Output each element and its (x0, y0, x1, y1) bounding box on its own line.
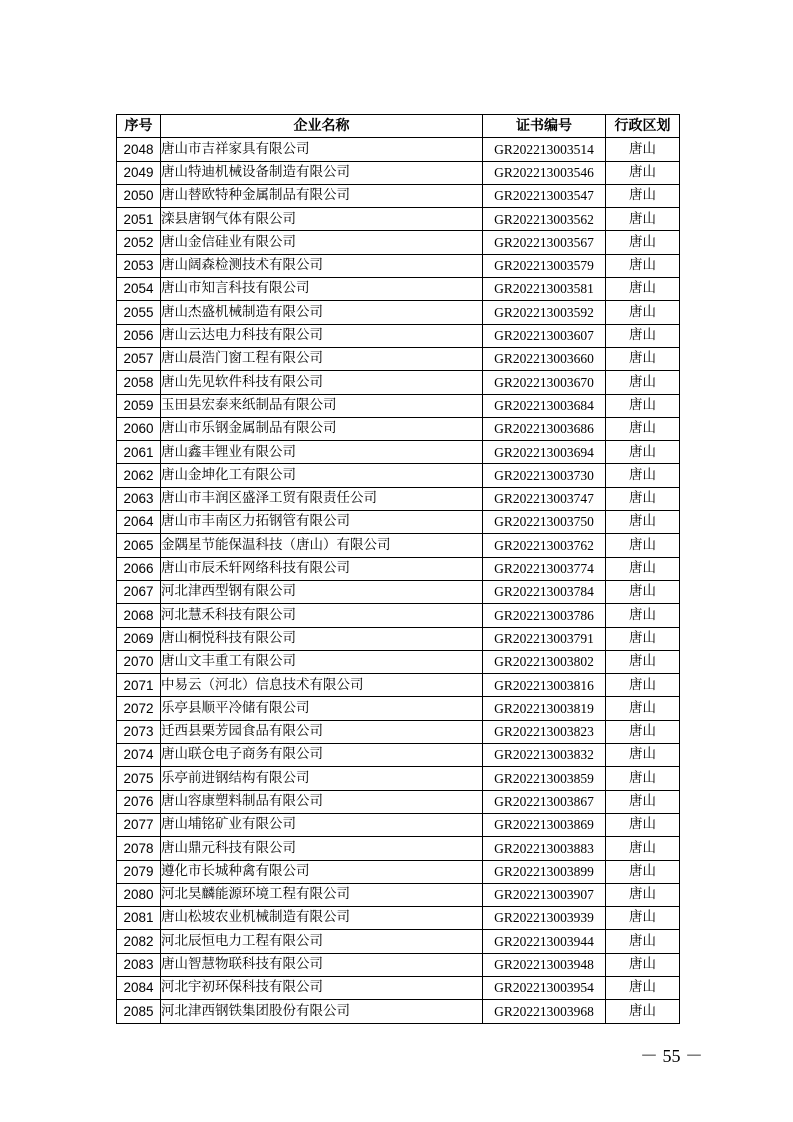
cell-region: 唐山 (606, 557, 680, 580)
cell-region: 唐山 (606, 953, 680, 976)
cell-region: 唐山 (606, 161, 680, 184)
cell-region: 唐山 (606, 534, 680, 557)
cell-region: 唐山 (606, 930, 680, 953)
header-cert: 证书编号 (483, 115, 606, 138)
cell-no: 2084 (117, 976, 161, 999)
cell-certificate-number: GR202213003867 (483, 790, 606, 813)
cell-certificate-number: GR202213003750 (483, 511, 606, 534)
cell-certificate-number: GR202213003786 (483, 604, 606, 627)
cell-certificate-number: GR202213003774 (483, 557, 606, 580)
table-row (117, 953, 680, 976)
cell-region: 唐山 (606, 767, 680, 790)
cell-company-name: 河北津西型钢有限公司 (161, 580, 483, 603)
cell-certificate-number: GR202213003592 (483, 301, 606, 324)
cell-certificate-number: GR202213003832 (483, 744, 606, 767)
cell-region: 唐山 (606, 604, 680, 627)
table-row (117, 744, 680, 767)
cell-company-name: 唐山桐悦科技有限公司 (161, 627, 483, 650)
cell-company-name: 唐山先见软件科技有限公司 (161, 371, 483, 394)
cell-region: 唐山 (606, 184, 680, 207)
table-row (117, 557, 680, 580)
cell-no: 2067 (117, 580, 161, 603)
cell-certificate-number: GR202213003869 (483, 813, 606, 836)
cell-region: 唐山 (606, 837, 680, 860)
table-row (117, 790, 680, 813)
cell-region: 唐山 (606, 744, 680, 767)
table-row (117, 231, 680, 254)
cell-no: 2074 (117, 744, 161, 767)
table-row (117, 883, 680, 906)
cell-certificate-number: GR202213003899 (483, 860, 606, 883)
cell-company-name: 河北慧禾科技有限公司 (161, 604, 483, 627)
cell-certificate-number: GR202213003954 (483, 976, 606, 999)
cell-no: 2059 (117, 394, 161, 417)
table-row (117, 627, 680, 650)
cell-no: 2054 (117, 278, 161, 301)
table-header-row (117, 115, 680, 138)
cell-no: 2058 (117, 371, 161, 394)
cell-company-name: 唐山松坡农业机械制造有限公司 (161, 907, 483, 930)
cell-no: 2062 (117, 464, 161, 487)
cell-company-name: 唐山阔森检测技术有限公司 (161, 254, 483, 277)
cell-no: 2063 (117, 487, 161, 510)
cell-no: 2050 (117, 184, 161, 207)
page-number: － 55 － (640, 1046, 703, 1066)
cell-region: 唐山 (606, 231, 680, 254)
enterprise-table (116, 114, 680, 1024)
cell-company-name: 唐山鼎元科技有限公司 (161, 837, 483, 860)
cell-region: 唐山 (606, 138, 680, 161)
cell-no: 2061 (117, 441, 161, 464)
table-row (117, 697, 680, 720)
table-row (117, 1000, 680, 1023)
cell-certificate-number: GR202213003562 (483, 208, 606, 231)
table-row (117, 976, 680, 999)
header-no: 序号 (117, 115, 161, 138)
cell-region: 唐山 (606, 511, 680, 534)
cell-certificate-number: GR202213003514 (483, 138, 606, 161)
cell-region: 唐山 (606, 907, 680, 930)
cell-certificate-number: GR202213003784 (483, 580, 606, 603)
cell-company-name: 河北津西钢铁集团股份有限公司 (161, 1000, 483, 1023)
cell-certificate-number: GR202213003694 (483, 441, 606, 464)
cell-region: 唐山 (606, 417, 680, 440)
cell-no: 2069 (117, 627, 161, 650)
cell-company-name: 唐山鑫丰锂业有限公司 (161, 441, 483, 464)
cell-company-name: 唐山晨浩门窗工程有限公司 (161, 347, 483, 370)
cell-region: 唐山 (606, 813, 680, 836)
cell-no: 2066 (117, 557, 161, 580)
cell-no: 2052 (117, 231, 161, 254)
cell-company-name: 遵化市长城种禽有限公司 (161, 860, 483, 883)
cell-company-name: 唐山金坤化工有限公司 (161, 464, 483, 487)
cell-region: 唐山 (606, 278, 680, 301)
cell-region: 唐山 (606, 464, 680, 487)
table-row (117, 464, 680, 487)
cell-certificate-number: GR202213003546 (483, 161, 606, 184)
cell-no: 2082 (117, 930, 161, 953)
cell-region: 唐山 (606, 674, 680, 697)
cell-company-name: 滦县唐钢气体有限公司 (161, 208, 483, 231)
cell-certificate-number: GR202213003567 (483, 231, 606, 254)
cell-certificate-number: GR202213003547 (483, 184, 606, 207)
cell-company-name: 唐山杰盛机械制造有限公司 (161, 301, 483, 324)
cell-company-name: 唐山市知言科技有限公司 (161, 278, 483, 301)
table-row (117, 394, 680, 417)
cell-certificate-number: GR202213003660 (483, 347, 606, 370)
cell-no: 2056 (117, 324, 161, 347)
cell-certificate-number: GR202213003907 (483, 883, 606, 906)
table-row (117, 208, 680, 231)
cell-certificate-number: GR202213003939 (483, 907, 606, 930)
cell-certificate-number: GR202213003802 (483, 650, 606, 673)
cell-certificate-number: GR202213003883 (483, 837, 606, 860)
cell-region: 唐山 (606, 1000, 680, 1023)
cell-no: 2085 (117, 1000, 161, 1023)
cell-no: 2081 (117, 907, 161, 930)
cell-company-name: 唐山替欧特种金属制品有限公司 (161, 184, 483, 207)
cell-certificate-number: GR202213003686 (483, 417, 606, 440)
cell-region: 唐山 (606, 580, 680, 603)
cell-company-name: 唐山市辰禾轩网络科技有限公司 (161, 557, 483, 580)
cell-no: 2049 (117, 161, 161, 184)
table-row (117, 278, 680, 301)
table-row (117, 511, 680, 534)
cell-company-name: 唐山文丰重工有限公司 (161, 650, 483, 673)
cell-no: 2072 (117, 697, 161, 720)
cell-certificate-number: GR202213003670 (483, 371, 606, 394)
cell-no: 2083 (117, 953, 161, 976)
cell-company-name: 河北昊麟能源环境工程有限公司 (161, 883, 483, 906)
cell-no: 2076 (117, 790, 161, 813)
cell-no: 2051 (117, 208, 161, 231)
table-row (117, 580, 680, 603)
cell-company-name: 唐山容康塑料制品有限公司 (161, 790, 483, 813)
table-row (117, 138, 680, 161)
cell-company-name: 唐山市吉祥家具有限公司 (161, 138, 483, 161)
cell-certificate-number: GR202213003607 (483, 324, 606, 347)
cell-certificate-number: GR202213003823 (483, 720, 606, 743)
cell-certificate-number: GR202213003747 (483, 487, 606, 510)
cell-certificate-number: GR202213003944 (483, 930, 606, 953)
cell-region: 唐山 (606, 720, 680, 743)
cell-no: 2068 (117, 604, 161, 627)
cell-company-name: 中易云（河北）信息技术有限公司 (161, 674, 483, 697)
cell-region: 唐山 (606, 371, 680, 394)
header-name: 企业名称 (161, 115, 483, 138)
cell-company-name: 唐山云达电力科技有限公司 (161, 324, 483, 347)
cell-no: 2073 (117, 720, 161, 743)
cell-no: 2048 (117, 138, 161, 161)
table-row (117, 720, 680, 743)
cell-certificate-number: GR202213003581 (483, 278, 606, 301)
cell-company-name: 乐亭县顺平冷储有限公司 (161, 697, 483, 720)
cell-certificate-number: GR202213003819 (483, 697, 606, 720)
table-row (117, 534, 680, 557)
cell-region: 唐山 (606, 487, 680, 510)
cell-no: 2060 (117, 417, 161, 440)
cell-region: 唐山 (606, 301, 680, 324)
cell-no: 2070 (117, 650, 161, 673)
cell-company-name: 唐山联仓电子商务有限公司 (161, 744, 483, 767)
cell-company-name: 唐山埔铭矿业有限公司 (161, 813, 483, 836)
cell-region: 唐山 (606, 254, 680, 277)
cell-company-name: 唐山金信硅业有限公司 (161, 231, 483, 254)
table-row (117, 324, 680, 347)
table-row (117, 837, 680, 860)
cell-no: 2071 (117, 674, 161, 697)
cell-company-name: 河北宇初环保科技有限公司 (161, 976, 483, 999)
table-row (117, 254, 680, 277)
cell-no: 2053 (117, 254, 161, 277)
cell-company-name: 金隅星节能保温科技（唐山）有限公司 (161, 534, 483, 557)
cell-company-name: 唐山特迪机械设备制造有限公司 (161, 161, 483, 184)
table-row (117, 371, 680, 394)
table-row (117, 441, 680, 464)
cell-no: 2079 (117, 860, 161, 883)
cell-company-name: 乐亭前进钢结构有限公司 (161, 767, 483, 790)
table-row (117, 650, 680, 673)
cell-no: 2078 (117, 837, 161, 860)
table-row (117, 417, 680, 440)
cell-no: 2080 (117, 883, 161, 906)
cell-no: 2075 (117, 767, 161, 790)
cell-company-name: 唐山市丰南区力拓钢管有限公司 (161, 511, 483, 534)
table-row (117, 184, 680, 207)
cell-region: 唐山 (606, 790, 680, 813)
cell-certificate-number: GR202213003791 (483, 627, 606, 650)
cell-company-name: 唐山智慧物联科技有限公司 (161, 953, 483, 976)
table-row (117, 347, 680, 370)
cell-certificate-number: GR202213003816 (483, 674, 606, 697)
cell-certificate-number: GR202213003579 (483, 254, 606, 277)
table-row (117, 813, 680, 836)
header-region: 行政区划 (606, 115, 680, 138)
table-row (117, 767, 680, 790)
cell-company-name: 唐山市乐钢金属制品有限公司 (161, 417, 483, 440)
cell-certificate-number: GR202213003762 (483, 534, 606, 557)
cell-no: 2057 (117, 347, 161, 370)
cell-region: 唐山 (606, 976, 680, 999)
cell-company-name: 玉田县宏泰来纸制品有限公司 (161, 394, 483, 417)
cell-region: 唐山 (606, 860, 680, 883)
table-row (117, 860, 680, 883)
cell-company-name: 河北辰恒电力工程有限公司 (161, 930, 483, 953)
table-row (117, 161, 680, 184)
cell-company-name: 唐山市丰润区盛泽工贸有限责任公司 (161, 487, 483, 510)
cell-certificate-number: GR202213003730 (483, 464, 606, 487)
cell-region: 唐山 (606, 394, 680, 417)
table-row (117, 301, 680, 324)
cell-region: 唐山 (606, 441, 680, 464)
table-row (117, 487, 680, 510)
cell-region: 唐山 (606, 627, 680, 650)
cell-region: 唐山 (606, 697, 680, 720)
cell-no: 2064 (117, 511, 161, 534)
table-row (117, 907, 680, 930)
cell-no: 2055 (117, 301, 161, 324)
table-body (117, 138, 680, 1023)
cell-no: 2077 (117, 813, 161, 836)
cell-region: 唐山 (606, 324, 680, 347)
cell-company-name: 迁西县栗芳园食品有限公司 (161, 720, 483, 743)
table-row (117, 604, 680, 627)
cell-region: 唐山 (606, 208, 680, 231)
cell-region: 唐山 (606, 650, 680, 673)
cell-certificate-number: GR202213003948 (483, 953, 606, 976)
cell-no: 2065 (117, 534, 161, 557)
table-row (117, 930, 680, 953)
cell-region: 唐山 (606, 883, 680, 906)
table-row (117, 674, 680, 697)
cell-certificate-number: GR202213003859 (483, 767, 606, 790)
cell-certificate-number: GR202213003684 (483, 394, 606, 417)
cell-certificate-number: GR202213003968 (483, 1000, 606, 1023)
cell-region: 唐山 (606, 347, 680, 370)
